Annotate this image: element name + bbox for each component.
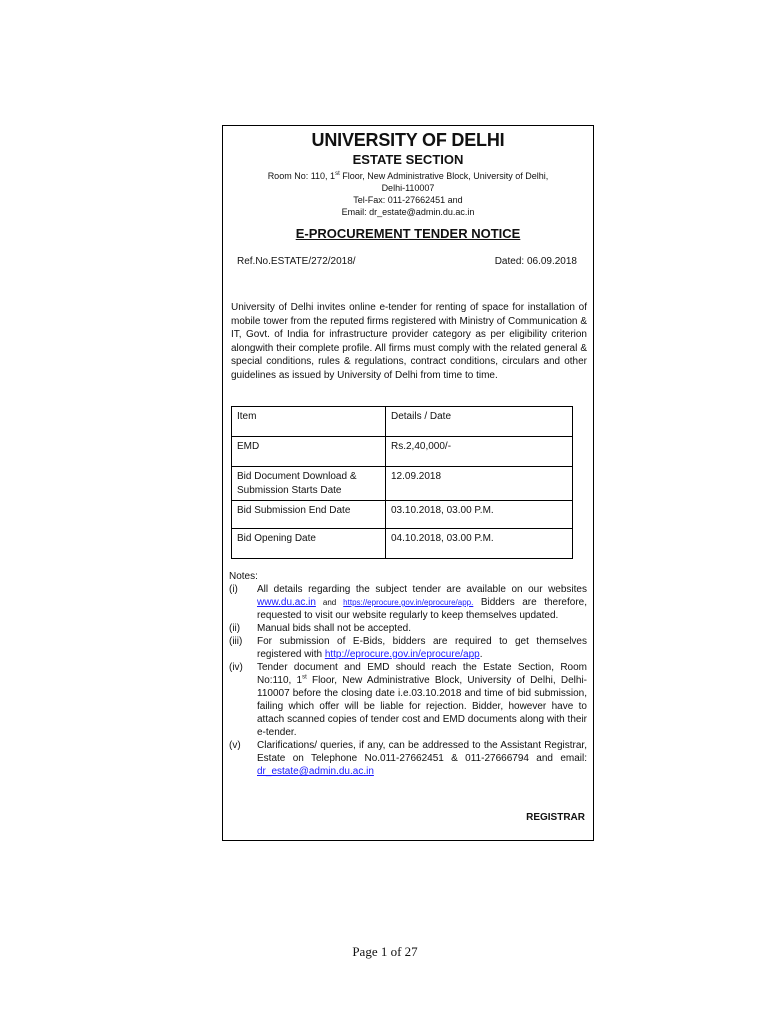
table-row	[232, 467, 573, 501]
du-website-link[interactable]: www.du.ac.in	[257, 597, 316, 608]
table-header-row	[232, 407, 573, 437]
tender-notice-frame	[222, 125, 594, 841]
note-text: Bidders are therefore, requested to visit our website regularly to keep themselves updated.	[257, 597, 588, 621]
reference-number: Ref.No.ESTATE/272/2018/	[237, 256, 356, 267]
note-text: .	[479, 649, 483, 660]
address-line-start: Room No: 110, 1	[267, 171, 336, 181]
section-title: ESTATE SECTION	[352, 152, 464, 167]
note-item	[229, 622, 587, 635]
estate-email-link[interactable]: dr_estate@admin.du.ac.in	[257, 766, 374, 777]
note-number: (ii)	[229, 623, 241, 634]
note-item	[229, 635, 587, 661]
address-superscript: st	[335, 171, 340, 177]
note-number: (iv)	[229, 662, 243, 673]
table-cell-item: EMD	[232, 437, 386, 467]
note-item	[229, 583, 587, 622]
registrar-signature: REGISTRAR	[526, 812, 585, 823]
table-cell-item: Bid Submission End Date	[232, 501, 386, 529]
tender-details-table	[231, 406, 573, 559]
note-text: Tender document and EMD should reach the Estate Section, Room No:110, 1	[257, 662, 587, 686]
note-item	[229, 661, 587, 739]
note-number: (v)	[229, 740, 241, 751]
note-text: Floor, New Administrative Block, University of Delhi, Delhi-110007 before the closing date i.e.03.10.2018 and time of bid submission, failing which offer will be liable for rejection. Bidder, however have to attach scanned copies of tender cost and EMD documents along with their e-tender.	[257, 675, 588, 738]
notice-heading: E-PROCUREMENT TENDER NOTICE	[295, 226, 521, 241]
table-header-details: Details / Date	[386, 407, 573, 437]
table-cell-item: Bid Opening Date	[232, 529, 386, 559]
note-text: Clarifications/ queries, if any, can be addressed to the Assistant Registrar, Estate on Telephone No.011-27662451 & 011-27666794 and email:	[257, 740, 587, 764]
note-number: (iii)	[229, 636, 243, 647]
notes-section	[229, 570, 587, 778]
university-title: UNIVERSITY OF DELHI	[311, 130, 505, 150]
address-city: Delhi-110007	[381, 183, 435, 193]
note-number: (i)	[229, 584, 238, 595]
address-line	[223, 170, 593, 182]
table-cell-detail: 03.10.2018, 03.00 P.M.	[386, 501, 573, 529]
eprocure-http-link[interactable]: http://eprocure.gov.in/eprocure/app	[324, 649, 480, 660]
note-text: For submission of E-Bids, bidders are required to get themselves registered with	[257, 636, 587, 660]
address-block	[223, 170, 593, 218]
intro-paragraph: University of Delhi invites online e-tender for renting of space for installation of mobile tower from the reputed firms registered with Ministry of Communication & IT, Govt. of India for infrastructure provider category as per eligibility criterion alongwith their complete profile. All firms must comply with the related general & special conditions, rules & regulations, contract conditions, circulars and other guidelines as issued by University of Delhi from time to time.	[231, 302, 587, 381]
note-text: and	[315, 598, 344, 607]
table-cell-detail: Rs.2,40,000/-	[386, 437, 573, 467]
address-email: Email: dr_estate@admin.du.ac.in	[341, 207, 475, 217]
notes-heading: Notes:	[229, 571, 258, 582]
eprocure-https-link[interactable]: https://eprocure.gov.in/eprocure/app.	[343, 598, 474, 607]
table-header-item: Item	[232, 407, 386, 437]
page-number: Page 1 of 27	[352, 944, 418, 959]
note-text: Manual bids shall not be accepted.	[257, 623, 411, 634]
note-superscript: st	[302, 674, 307, 681]
table-cell-detail: 12.09.2018	[386, 467, 573, 501]
address-telfax: Tel-Fax: 011-27662451 and	[353, 195, 463, 205]
table-row	[232, 529, 573, 559]
note-text: All details regarding the subject tender are available on our websites	[257, 584, 587, 595]
table-row	[232, 437, 573, 467]
note-item	[229, 739, 587, 778]
address-line-end: Floor, New Administrative Block, University of Delhi,	[339, 171, 549, 181]
table-cell-item: Bid Document Download & Submission Starts Date	[232, 467, 386, 501]
table-row	[232, 501, 573, 529]
table-cell-detail: 04.10.2018, 03.00 P.M.	[386, 529, 573, 559]
notice-date: Dated: 06.09.2018	[494, 256, 577, 267]
